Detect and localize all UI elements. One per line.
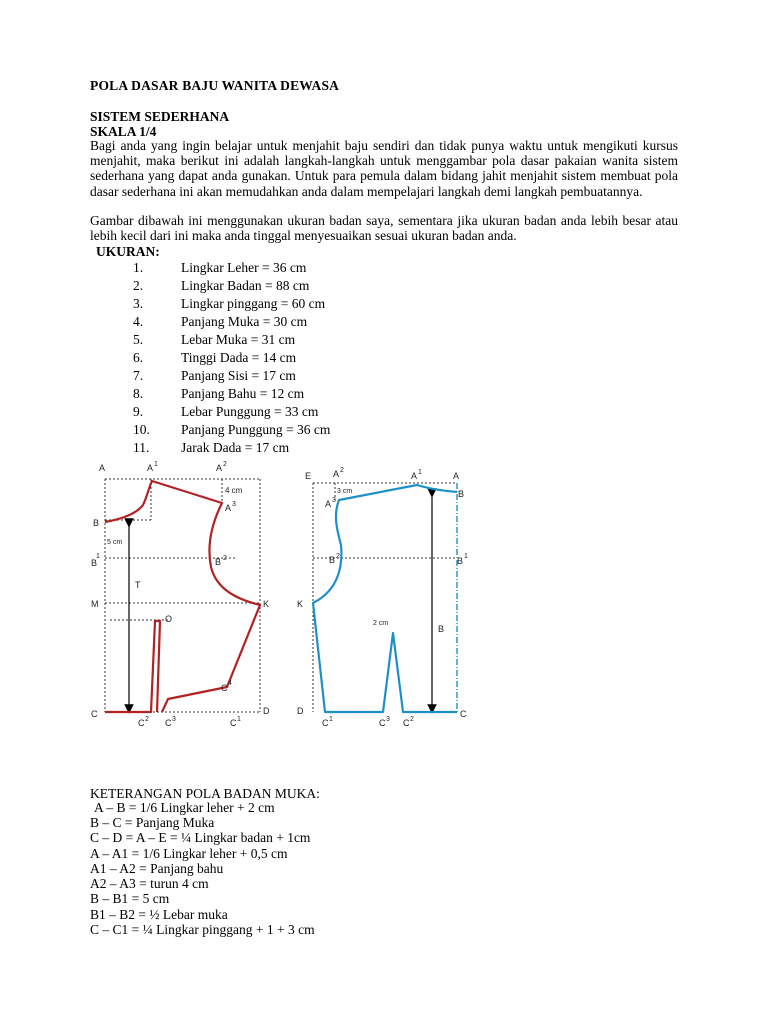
label-4cm: 4 cm (225, 486, 243, 495)
label-2cm: 2 cm (373, 620, 389, 627)
pattern-diagram (85, 455, 485, 730)
item-text: Lingkar Badan = 88 cm (181, 278, 310, 293)
label-o: O (165, 614, 173, 624)
back-outline (313, 485, 457, 712)
label-back-c2-sup: 2 (410, 716, 414, 723)
item-number: 8. (133, 386, 144, 401)
back-guide-lines (313, 483, 457, 712)
label-a3: A (225, 503, 232, 513)
label-back-b1: B (457, 556, 464, 566)
label-back-a3: A (325, 499, 332, 509)
label-back-a2-sup: 2 (340, 467, 344, 474)
label-back-a: A (453, 471, 460, 481)
item-text: Panjang Muka = 30 cm (181, 314, 308, 329)
item-text: Lebar Punggung = 33 cm (181, 404, 319, 419)
size-note-paragraph: Gambar dibawah ini menggunakan ukuran badan saya, sementara jika ukuran badan anda lebih besar atau lebih kecil dari ini maka anda tinggal menyesuaikan sesuai ukuran badan anda. (90, 213, 678, 244)
label-b2: B (215, 557, 222, 567)
label-b2-sup: 2 (223, 555, 227, 562)
item-text: Panjang Bahu = 12 cm (181, 386, 305, 401)
front-pattern (91, 461, 270, 728)
system-heading: SISTEM SEDERHANA (90, 109, 230, 124)
label-c4: C (221, 683, 228, 693)
label-b: B (93, 518, 100, 528)
label-c3-sup: 3 (172, 716, 176, 723)
label-back-a1-sup: 1 (418, 469, 422, 476)
label-a: A (99, 463, 106, 473)
item-number: 5. (133, 332, 144, 347)
label-back-c1-sup: 1 (329, 716, 333, 723)
item-number: 3. (133, 296, 144, 311)
label-a3-sup: 3 (232, 501, 236, 508)
label-back-b2-sup: 2 (336, 553, 340, 560)
item-number: 11. (133, 440, 150, 455)
label-back-c3-sup: 3 (386, 716, 390, 723)
front-guide-lines (105, 479, 260, 712)
front-outline (105, 481, 260, 712)
label-b1-sup: 1 (96, 553, 100, 560)
label-c2: C (138, 718, 145, 728)
item-text: Panjang Sisi = 17 cm (181, 368, 296, 383)
label-m: M (91, 599, 99, 609)
label-a1: A (147, 463, 154, 473)
label-back-a3-sup: 3 (332, 497, 336, 504)
list-item: B – C = Panjang Muka (90, 815, 215, 830)
label-back-c: C (460, 709, 467, 719)
label-k: K (263, 599, 270, 609)
label-back-b-mid: B (438, 624, 445, 634)
label-c1-sup: 1 (237, 716, 241, 723)
label-3cm: 3 cm (337, 488, 353, 495)
label-back-k: K (297, 599, 304, 609)
label-c: C (91, 709, 98, 719)
item-text: Lingkar pinggang = 60 cm (181, 296, 326, 311)
label-back-c3: C (379, 718, 386, 728)
label-back-c1: C (322, 718, 329, 728)
item-number: 9. (133, 404, 144, 419)
label-back-d: D (297, 706, 304, 716)
list-item: B – B1 = 5 cm (90, 891, 170, 906)
label-back-a1: A (411, 471, 418, 481)
item-text: Lebar Muka = 31 cm (181, 332, 296, 347)
item-text: Panjang Punggung = 36 cm (181, 422, 331, 437)
item-text: Jarak Dada = 17 cm (181, 440, 290, 455)
label-c4-sup: 4 (228, 680, 232, 687)
label-a2-sup: 2 (223, 461, 227, 468)
label-a1-sup: 1 (154, 461, 158, 468)
label-back-b2: B (329, 555, 336, 565)
item-number: 6. (133, 350, 144, 365)
list-item: A – A1 = 1/6 Lingkar leher + 0,5 cm (90, 846, 288, 861)
item-number: 10. (133, 422, 150, 437)
list-item: A1 – A2 = Panjang bahu (90, 861, 224, 876)
list-item: C – D = A – E = ¼ Lingkar badan + 1cm (90, 830, 311, 845)
label-c2-sup: 2 (145, 716, 149, 723)
list-item: C – C1 = ¼ Lingkar pinggang + 1 + 3 cm (90, 922, 315, 937)
label-c1: C (230, 718, 237, 728)
item-number: 4. (133, 314, 144, 329)
item-text: Tinggi Dada = 14 cm (181, 350, 297, 365)
label-back-b: B (458, 489, 465, 499)
item-number: 1. (133, 260, 144, 275)
label-t: T (135, 580, 141, 590)
list-item: A – B = 1/6 Lingkar leher + 2 cm (94, 800, 275, 815)
label-5cm: 5 cm (107, 539, 123, 546)
label-back-c2: C (403, 718, 410, 728)
label-back-b1-sup: 1 (464, 553, 468, 560)
back-pattern (297, 467, 468, 728)
item-text: Lingkar Leher = 36 cm (181, 260, 307, 275)
keterangan-heading: KETERANGAN POLA BADAN MUKA: (90, 786, 320, 801)
label-back-a2: A (333, 469, 340, 479)
label-d: D (263, 706, 270, 716)
label-e: E (305, 471, 312, 481)
scale-heading: SKALA 1/4 (90, 124, 157, 139)
label-b1: B (91, 558, 98, 568)
ukuran-heading: UKURAN: (96, 244, 160, 259)
item-number: 2. (133, 278, 144, 293)
item-number: 7. (133, 368, 144, 383)
label-c3: C (165, 718, 172, 728)
intro-paragraph: Bagi anda yang ingin belajar untuk menjahit baju sendiri dan tidak punya waktu untuk mengikuti kursus menjahit, maka berikut ini adalah langkah-langkah untuk menggambar pola dasar pakaian wanita sistem sederhana yang dapat anda gunakan. Untuk para pemula dalam bidang jahit menjahit sistem membuat pola dasar sederhana ini akan memudahkan anda dalam mempelajari langkah demi langkah pembuatannya. (90, 138, 678, 199)
label-a2: A (216, 463, 223, 473)
list-item: B1 – B2 = ½ Lebar muka (90, 907, 228, 922)
list-item: A2 – A3 = turun 4 cm (90, 876, 209, 891)
page-title: POLA DASAR BAJU WANITA DEWASA (90, 78, 340, 93)
